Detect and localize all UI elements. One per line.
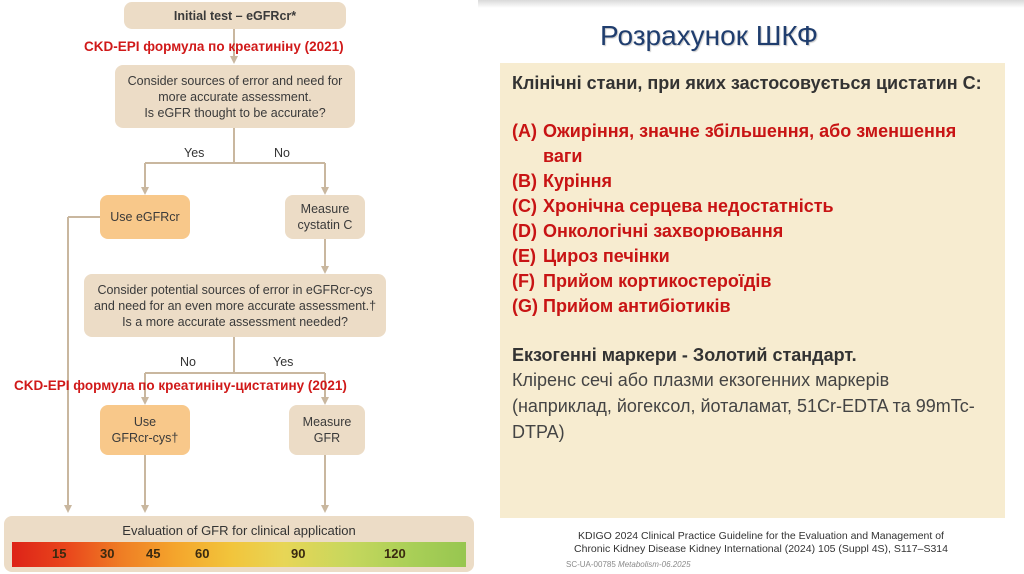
- formula-note-creatinine-cystatin: CKD-EPI формула по креатиніну-цистатину (2021): [14, 378, 347, 393]
- citation-line-2: Chronic Kidney Disease Kidney International (2024) 105 (Suppl 4S), S117–S314: [574, 543, 948, 555]
- exogenous-markers-text: Кліренс сечі або плазми екзогенних маркерів (наприклад, йогексол, йоталамат, 51Cr-EDTA та 99mTc-DTPA): [512, 370, 975, 442]
- gfr-evaluation-panel: [4, 516, 474, 572]
- condition-item: (A) Ожиріння, значне збільшення, або зменшення ваги: [512, 121, 957, 166]
- use-egfrcr-label: Use eGFRcr: [110, 210, 180, 224]
- gfr-scale-30: 30: [100, 546, 115, 561]
- condition-item: (B) Куріння: [512, 171, 613, 191]
- condition-item: (E) Цироз печінки: [512, 246, 670, 266]
- top-shadow-strip: [478, 0, 1024, 8]
- measure-gfr-label: Measure GFR: [302, 415, 352, 445]
- accuracy-question-box: [115, 65, 355, 128]
- use-egfrcr-cys-label: Use GFRcr-cys†: [111, 415, 179, 445]
- measure-cystatin-box: [285, 195, 365, 239]
- slide-title: Розрахунок ШКФ: [600, 20, 819, 51]
- measure-cystatin-label: Measure cystatin C: [297, 202, 353, 232]
- no-label-1: No: [274, 146, 290, 160]
- condition-item: (C) Хронічна серцева недостатність: [512, 196, 834, 216]
- condition-item: (D) Онкологічні захворювання: [512, 221, 784, 241]
- footer-code-number: SC-UA-00785: [566, 560, 616, 569]
- gfr-scale-90: 90: [291, 546, 306, 561]
- formula-note-creatinine: CKD-EPI формула по креатиніну (2021): [84, 39, 344, 54]
- cystatin-heading: Клінічні стани, при яких застосовується цистатин С:: [512, 73, 982, 93]
- initial-test-box: [124, 2, 346, 29]
- exogenous-markers-heading: Екзогенні маркери - Золотий стандарт.: [512, 345, 857, 365]
- content-panel: [500, 63, 1005, 518]
- measure-gfr-box: [289, 405, 365, 455]
- citation: [536, 530, 986, 556]
- more-accuracy-question-text: Consider potential sources of error in eGFRcr-cys and need for an even more accurate assessment.† Is a more accurate assessment needed?: [93, 282, 377, 329]
- gfr-scale-45: 45: [146, 546, 161, 561]
- condition-item: (F) Прийом кортикостероїдів: [512, 271, 772, 291]
- yes-label-1: Yes: [184, 146, 205, 160]
- use-egfrcr-box: [100, 195, 190, 239]
- initial-test-label: Initial test – eGFRcr*: [173, 8, 297, 23]
- flowchart-panel: [0, 0, 478, 574]
- no-label-2: No: [180, 355, 196, 369]
- condition-item: (G) Прийом антибіотиків: [512, 296, 731, 316]
- conditions-list: [512, 119, 993, 319]
- yes-label-2: Yes: [273, 355, 294, 369]
- footer-code-tag: Metabolism-06.2025: [618, 560, 691, 569]
- accuracy-question-text: Consider sources of error and need for more accurate assessment. Is eGFR thought to be accurate?: [127, 73, 343, 120]
- use-egfrcr-cys-box: [100, 405, 190, 455]
- gfr-evaluation-title: Evaluation of GFR for clinical application: [122, 523, 356, 538]
- footer-code: [566, 560, 691, 569]
- gfr-scale-60: 60: [195, 546, 210, 561]
- gfr-scale-15: 15: [52, 546, 67, 561]
- citation-line-1: KDIGO 2024 Clinical Practice Guideline for the Evaluation and Management of: [578, 530, 944, 542]
- gfr-scale-120: 120: [384, 546, 406, 561]
- more-accuracy-question-box: [84, 274, 386, 337]
